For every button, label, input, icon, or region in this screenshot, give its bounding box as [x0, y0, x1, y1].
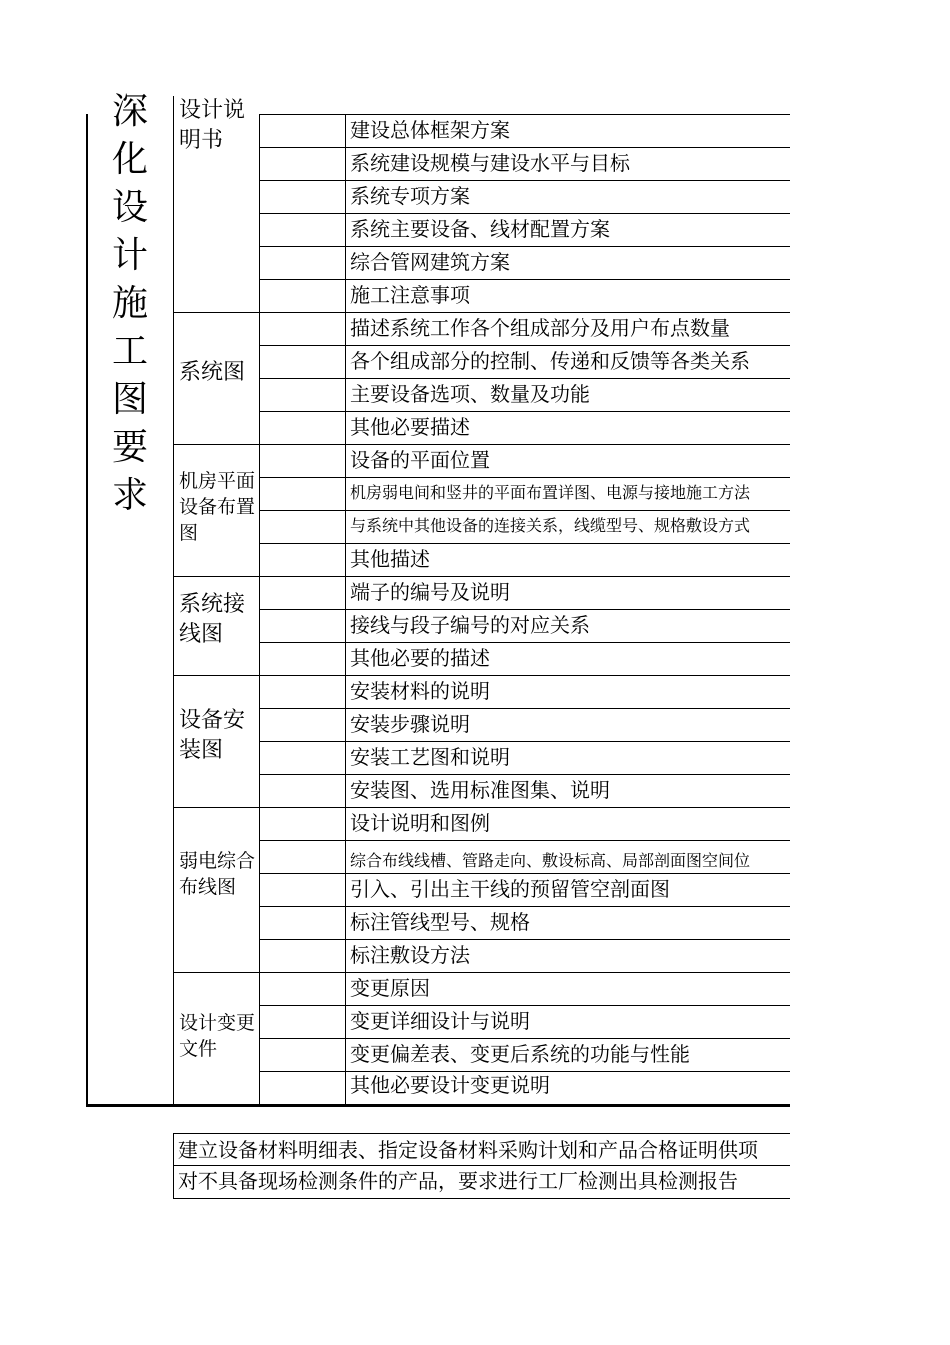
list-item: 施工注意事项	[350, 283, 470, 307]
list-item: 安装图、选用标准图集、说明	[350, 778, 610, 802]
group-label-install: 设备安装图	[179, 708, 246, 763]
list-item: 主要设备选项、数量及功能	[350, 382, 590, 406]
list-item: 变更偏差表、变更后系统的功能与性能	[350, 1042, 690, 1066]
list-item: 系统主要设备、线材配置方案	[350, 217, 610, 241]
title-char: 求	[111, 475, 148, 516]
list-item: 引入、引出主干线的预留管空剖面图	[350, 877, 670, 901]
notes-bottom-border	[173, 1198, 790, 1199]
list-item: 其他必要设计变更说明	[350, 1073, 550, 1097]
row-line	[259, 708, 790, 709]
note-line: 对不具备现场检测条件的产品，要求进行工厂检测出具检测报告	[178, 1169, 738, 1193]
group-label-change: 设计变更文件	[179, 1012, 256, 1060]
row-line	[259, 114, 790, 115]
empty-col-right	[345, 114, 346, 1106]
row-line	[259, 411, 790, 412]
note-line: 建立设备材料明细表、指定设备材料采购计划和产品合格证明供项	[178, 1138, 758, 1162]
group-col-right	[259, 114, 260, 1106]
title-char: 化	[111, 139, 148, 180]
group-line	[173, 972, 790, 973]
title-char: 设	[111, 187, 148, 228]
row-line	[259, 741, 790, 742]
group-label-wiring: 系统接线图	[179, 592, 246, 647]
list-item: 设备的平面位置	[350, 448, 490, 472]
list-item: 其他描述	[350, 547, 430, 571]
group-label-system-diagram: 系统图	[179, 360, 246, 385]
list-item: 安装步骤说明	[350, 712, 470, 736]
list-item: 标注管线型号、规格	[350, 910, 530, 934]
list-item: 安装工艺图和说明	[350, 745, 510, 769]
list-item: 变更详细设计与说明	[350, 1009, 530, 1033]
notes-top-border	[173, 1133, 790, 1134]
title-char: 要	[111, 427, 148, 468]
list-item: 建设总体框架方案	[350, 118, 510, 142]
list-item: 其他必要描述	[350, 415, 470, 439]
list-item: 描述系统工作各个组成部分及用户布点数量	[350, 316, 730, 340]
list-item: 系统建设规模与建设水平与目标	[350, 151, 630, 175]
left-border	[86, 114, 88, 1107]
row-line	[259, 279, 790, 280]
list-item: 安装材料的说明	[350, 679, 490, 703]
group-label-cabling: 弱电综合布线图	[179, 850, 256, 898]
list-item: 标注敷设方法	[350, 943, 470, 967]
row-line	[259, 939, 790, 940]
title-char: 施	[111, 283, 148, 324]
title-char: 工	[111, 331, 148, 372]
list-item: 综合布线线槽、管路走向、敷设标高、局部剖面图空间位	[350, 851, 751, 870]
row-line	[259, 543, 790, 544]
row-line	[259, 246, 790, 247]
list-item: 端子的编号及说明	[350, 580, 510, 604]
notes-left-border	[173, 1133, 174, 1199]
list-item: 与系统中其他设备的连接关系，线缆型号、规格敷设方式	[350, 516, 751, 535]
bottom-border	[86, 1104, 790, 1107]
row-line	[259, 840, 790, 841]
list-item: 综合管网建筑方案	[350, 250, 510, 274]
group-label-design-spec: 设计说明书	[179, 98, 246, 153]
row-line	[259, 642, 790, 643]
title-char: 计	[111, 235, 148, 276]
group-label-room-layout: 机房平面设备布置图	[179, 470, 256, 544]
row-line	[259, 180, 790, 181]
list-item: 各个组成部分的控制、传递和反馈等各类关系	[350, 349, 750, 373]
title-char: 图	[111, 379, 148, 420]
list-item: 接线与段子编号的对应关系	[350, 613, 590, 637]
group-col-left	[173, 96, 174, 1106]
title-char: 深	[111, 91, 148, 132]
list-item: 机房弱电间和竖井的平面布置详图、电源与接地施工方法	[350, 483, 751, 502]
list-item: 变更原因	[350, 976, 430, 1000]
list-item: 设计说明和图例	[350, 811, 490, 835]
list-item: 系统专项方案	[350, 184, 470, 208]
list-item: 其他必要的描述	[350, 646, 490, 670]
